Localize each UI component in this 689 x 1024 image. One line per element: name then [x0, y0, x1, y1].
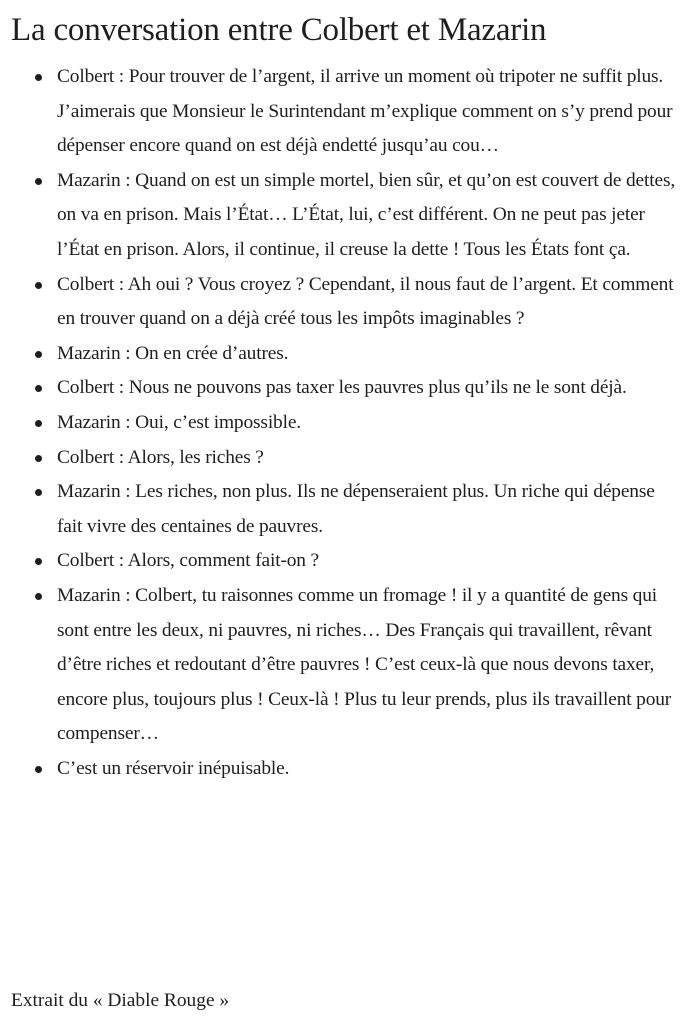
dialogue-line: C’est un réservoir inépuisable.	[57, 757, 290, 779]
page-title: La conversation entre Colbert et Mazarin	[11, 12, 547, 48]
dialogue-line: Colbert : Nous ne pouvons pas taxer les pauvres plus qu’ils ne le sont déjà.	[57, 377, 627, 399]
bullet-icon	[35, 558, 42, 565]
list-item	[0, 268, 689, 337]
dialogue-line: Mazarin : Oui, c’est impossible.	[57, 411, 301, 433]
list-item	[0, 164, 689, 268]
dialogue-line: Mazarin : Les riches, non plus. Ils ne dépenseraient plus. Un riche qui dépense fait vivre des centaines de pauvres.	[57, 481, 655, 537]
list-item	[0, 544, 689, 579]
list-item	[0, 752, 689, 787]
dialogue-list	[0, 60, 689, 786]
bullet-icon	[35, 489, 42, 496]
bullet-icon	[35, 282, 42, 289]
bullet-icon	[35, 351, 42, 358]
list-item	[0, 579, 689, 752]
dialogue-line: Mazarin : Colbert, tu raisonnes comme un fromage ! il y a quantité de gens qui sont entre les deux, ni pauvres, ni riches… Des Français qui travaillent, rêvant d’être riches et redoutant d’être pauvres ! C’est ceux-là que nous devons taxer, encore plus, toujours plus ! Ceux-là ! Plus tu leur prends, plus ils travaillent pour compenser…	[57, 584, 672, 745]
list-item	[0, 441, 689, 476]
bullet-icon	[35, 74, 42, 81]
bullet-icon	[35, 385, 42, 392]
dialogue-line: Colbert : Alors, comment fait-on ?	[57, 550, 320, 572]
list-item	[0, 406, 689, 441]
dialogue-line: Mazarin : Quand on est un simple mortel, bien sûr, et qu’on est couvert de dettes, on va en prison. Mais l’État… L’État, lui, c’est différent. On ne peut pas jeter l’État en prison. Alors, il continue, il creuse la dette ! Tous les États font ça.	[57, 169, 676, 260]
dialogue-line: Colbert : Pour trouver de l’argent, il arrive un moment où tripoter ne suffit plus. J’aimerais que Monsieur le Surintendant m’explique comment on s’y prend pour dépenser encore quand on est déjà endetté jusqu’au cou…	[57, 66, 673, 157]
dialogue-line: Colbert : Alors, les riches ?	[57, 446, 264, 468]
source-attribution: Extrait du « Diable Rouge »	[11, 990, 230, 1011]
list-item	[0, 337, 689, 372]
list-item	[0, 371, 689, 406]
dialogue-line: Mazarin : On en crée d’autres.	[57, 342, 289, 364]
bullet-icon	[35, 766, 42, 773]
list-item	[0, 60, 689, 164]
dialogue-line: Colbert : Ah oui ? Vous croyez ? Cependant, il nous faut de l’argent. Et comment en trouver quand on a déjà créé tous les impôts imaginables ?	[57, 273, 674, 330]
bullet-icon	[35, 420, 42, 427]
bullet-icon	[35, 178, 42, 185]
list-item	[0, 475, 689, 544]
bullet-icon	[35, 593, 42, 600]
bullet-icon	[35, 455, 42, 462]
